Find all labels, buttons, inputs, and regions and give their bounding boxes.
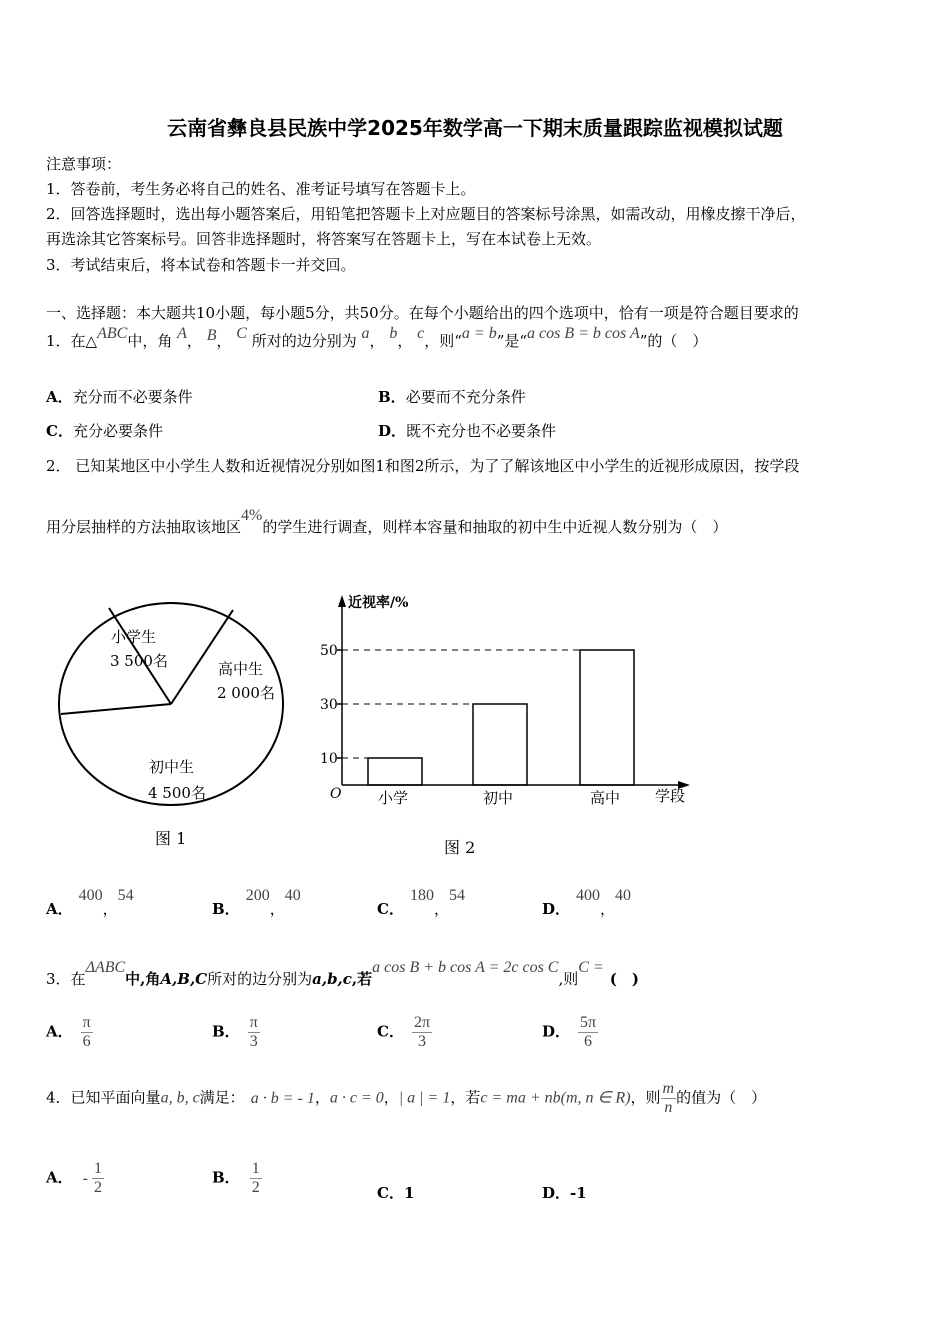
math: ABC	[97, 325, 128, 342]
option-a[interactable]: A．400，54	[46, 887, 134, 918]
pie-label: 初中生	[149, 758, 195, 776]
text: 中，角	[127, 332, 173, 350]
y-axis-label: 近视率/%	[348, 595, 409, 611]
math: ΔABC	[85, 959, 126, 976]
text: ，若	[450, 1088, 481, 1107]
question-4	[46, 1080, 766, 1117]
option-c[interactable]: C．180，54	[377, 887, 465, 918]
text: A,B,C	[160, 970, 208, 988]
notice-header: 注意事项：	[46, 155, 122, 173]
numerator: 1	[93, 1160, 102, 1177]
notice-item: 1．答卷前，考生务必将自己的姓名、准考证号填写在答题卡上。	[46, 180, 476, 198]
question-2-line2	[46, 507, 728, 537]
text: ，	[314, 1088, 330, 1107]
x-axis-label: 学段	[655, 787, 686, 805]
y-tick-label: 50	[320, 643, 338, 659]
option-text: -1	[570, 1184, 587, 1202]
option-value: 54	[117, 887, 134, 904]
math: b	[389, 325, 398, 342]
math: c = ma + nb(m, n ∈ R)	[480, 1089, 631, 1107]
option-d[interactable]	[378, 420, 556, 441]
y-tick-label: 30	[320, 697, 338, 713]
text: 在	[70, 970, 86, 988]
fraction	[248, 1014, 260, 1051]
option-label: B．	[212, 1168, 240, 1187]
option-label: D．	[542, 1022, 571, 1041]
option-label: A．	[46, 388, 73, 406]
bar-小学	[368, 758, 422, 785]
bar-chart	[320, 585, 710, 865]
option-text: 必要而不充分条件	[405, 388, 526, 406]
option-label: D．	[542, 1184, 571, 1202]
denominator: 2	[251, 1179, 260, 1196]
pie-label: 高中生	[218, 660, 264, 678]
text: ，	[383, 1088, 399, 1107]
bar-高中	[580, 650, 634, 785]
text: 所对的边分别为	[207, 970, 313, 988]
pie-value: 4 500名	[148, 784, 206, 802]
option-b[interactable]	[212, 1014, 260, 1051]
math: a · c = 0	[329, 1089, 384, 1107]
math: a cos B = b cos A	[527, 325, 640, 342]
question-3	[46, 959, 639, 989]
text: ,若	[351, 970, 373, 988]
numerator: 5π	[580, 1014, 597, 1031]
fraction	[92, 1160, 104, 1197]
x-tick-label: 高中	[590, 789, 621, 807]
denominator: 3	[249, 1033, 258, 1050]
option-text: 1	[403, 1184, 415, 1202]
text: 满足：	[199, 1088, 245, 1107]
pie-divider	[61, 704, 171, 714]
denominator: 6	[584, 1033, 593, 1050]
option-value: 54	[448, 887, 465, 904]
notice-item: 2．回答选择题时，选出每小题答案后，用铅笔把答题卡上对应题目的答案标号涂黑，如需改动，用橡皮擦干净后，	[46, 205, 806, 223]
math: 4%	[241, 507, 263, 524]
option-b[interactable]: B．200，40	[212, 887, 301, 918]
option-d[interactable]: D．400，40	[542, 887, 632, 918]
text: 的学生进行调查，则样本容量和抽取的初中生中近视人数分别为（ ）	[262, 518, 728, 536]
option-label: D．	[542, 900, 571, 918]
option-label: A．	[46, 1022, 73, 1041]
numerator: 1	[251, 1160, 260, 1177]
denominator: 6	[82, 1033, 91, 1050]
numerator: m	[662, 1080, 675, 1097]
option-value: 400	[78, 887, 103, 904]
option-d[interactable]	[542, 1014, 598, 1051]
fraction	[81, 1014, 93, 1051]
text: ，则“	[424, 332, 462, 350]
text: ,则	[558, 970, 579, 988]
question-number: 3．	[46, 970, 71, 988]
option-c[interactable]	[377, 1014, 432, 1051]
y-axis-arrow	[338, 595, 346, 607]
option-c[interactable]	[46, 420, 163, 441]
math: C	[236, 325, 247, 342]
pie-figure	[55, 600, 295, 860]
figure-caption: 图 1	[155, 829, 187, 848]
option-label: A．	[46, 1168, 73, 1187]
option-label: B．	[212, 900, 240, 918]
fraction	[250, 1160, 262, 1197]
text: ”是“	[496, 332, 528, 350]
pie-value: 2 000名	[217, 684, 275, 702]
text: ，	[369, 332, 385, 350]
option-label: C．	[377, 900, 404, 918]
math: | a | = 1	[398, 1089, 451, 1107]
pie-label: 小学生	[111, 628, 157, 646]
option-label: A．	[46, 900, 73, 918]
math: a · b = - 1	[250, 1089, 315, 1107]
numerator: π	[82, 1014, 91, 1031]
option-value: 40	[615, 887, 632, 904]
text: 的值为（ ）	[676, 1088, 767, 1107]
option-text: 既不充分也不必要条件	[406, 422, 557, 440]
option-b[interactable]	[378, 386, 526, 407]
numerator: 2π	[413, 1014, 431, 1031]
text: 所对的边分别为	[251, 332, 357, 350]
option-value: 400	[576, 887, 601, 904]
math: c	[417, 325, 425, 342]
notice-item: 3．考试结束后，将本试卷和答题卡一并交回。	[46, 256, 356, 274]
y-tick-label: 10	[320, 751, 338, 767]
text: 用分层抽样的方法抽取该地区	[46, 518, 242, 536]
text: 在△	[70, 332, 98, 350]
question-number: 1．	[46, 332, 71, 350]
denominator: 3	[417, 1033, 426, 1050]
fraction	[578, 1014, 598, 1051]
question-1	[46, 325, 708, 351]
math: a cos B + b cos A = 2c cos C	[372, 959, 559, 976]
option-a[interactable]	[46, 386, 193, 407]
math: a = b	[461, 325, 497, 342]
option-b[interactable]	[212, 1160, 262, 1197]
text: ”的（ ）	[639, 332, 708, 350]
option-label: C．	[46, 422, 73, 440]
x-tick-label: 初中	[483, 789, 514, 807]
option-label: B．	[212, 1022, 240, 1041]
denominator: 2	[93, 1179, 102, 1196]
option-text: 充分而不必要条件	[72, 388, 193, 406]
option-label: C．	[377, 1022, 404, 1041]
bar-初中	[473, 704, 527, 785]
text: a,b,c	[312, 970, 352, 988]
text: ，则	[630, 1088, 661, 1107]
text: ( )	[609, 970, 639, 988]
option-a[interactable]	[46, 1160, 104, 1197]
math: B	[206, 327, 217, 344]
option-value: 200	[245, 887, 270, 904]
x-tick-label: 小学	[378, 789, 409, 807]
numerator: π	[249, 1014, 258, 1031]
option-value: 180	[409, 887, 434, 904]
notice-item: 再选涂其它答案标号。回答非选择题时，将答案写在答题卡上，写在本试卷上无效。	[46, 230, 602, 248]
figure-caption: 图 2	[444, 838, 476, 857]
origin-label: O	[330, 786, 342, 802]
option-label: D．	[378, 422, 407, 440]
fraction	[412, 1014, 432, 1051]
option-value: 40	[284, 887, 301, 904]
text: ，	[186, 332, 202, 350]
pie-value: 3 500名	[110, 652, 168, 670]
question-2: 2． 已知某地区中小学生人数和近视情况分别如图1和图2所示，为了了解该地区中小学生的近视形成原因，按学段	[46, 457, 800, 475]
option-c[interactable]	[377, 1182, 414, 1203]
math: a	[361, 325, 370, 342]
question-number: 4．	[46, 1088, 71, 1107]
text: ，	[216, 332, 232, 350]
math: a, b, c	[160, 1089, 200, 1107]
option-label: C．	[377, 1184, 404, 1202]
text: 中,角	[125, 970, 161, 988]
sign: -	[82, 1169, 88, 1187]
option-d[interactable]	[542, 1182, 587, 1203]
page-title: 云南省彝良县民族中学2025年数学高一下期末质量跟踪监视模拟试题	[167, 116, 783, 140]
option-text: 充分必要条件	[72, 422, 163, 440]
text: ，	[397, 332, 413, 350]
denominator: n	[664, 1099, 673, 1116]
fraction	[661, 1080, 677, 1117]
text: 已知平面向量	[70, 1088, 161, 1107]
option-a[interactable]	[46, 1014, 93, 1051]
section-heading: 一、选择题：本大题共10小题，每小题5分，共50分。在每个小题给出的四个选项中，恰有一项是符合题目要求的	[46, 304, 799, 322]
option-label: B．	[378, 388, 406, 406]
math: A	[177, 325, 187, 342]
math: C =	[578, 959, 604, 976]
